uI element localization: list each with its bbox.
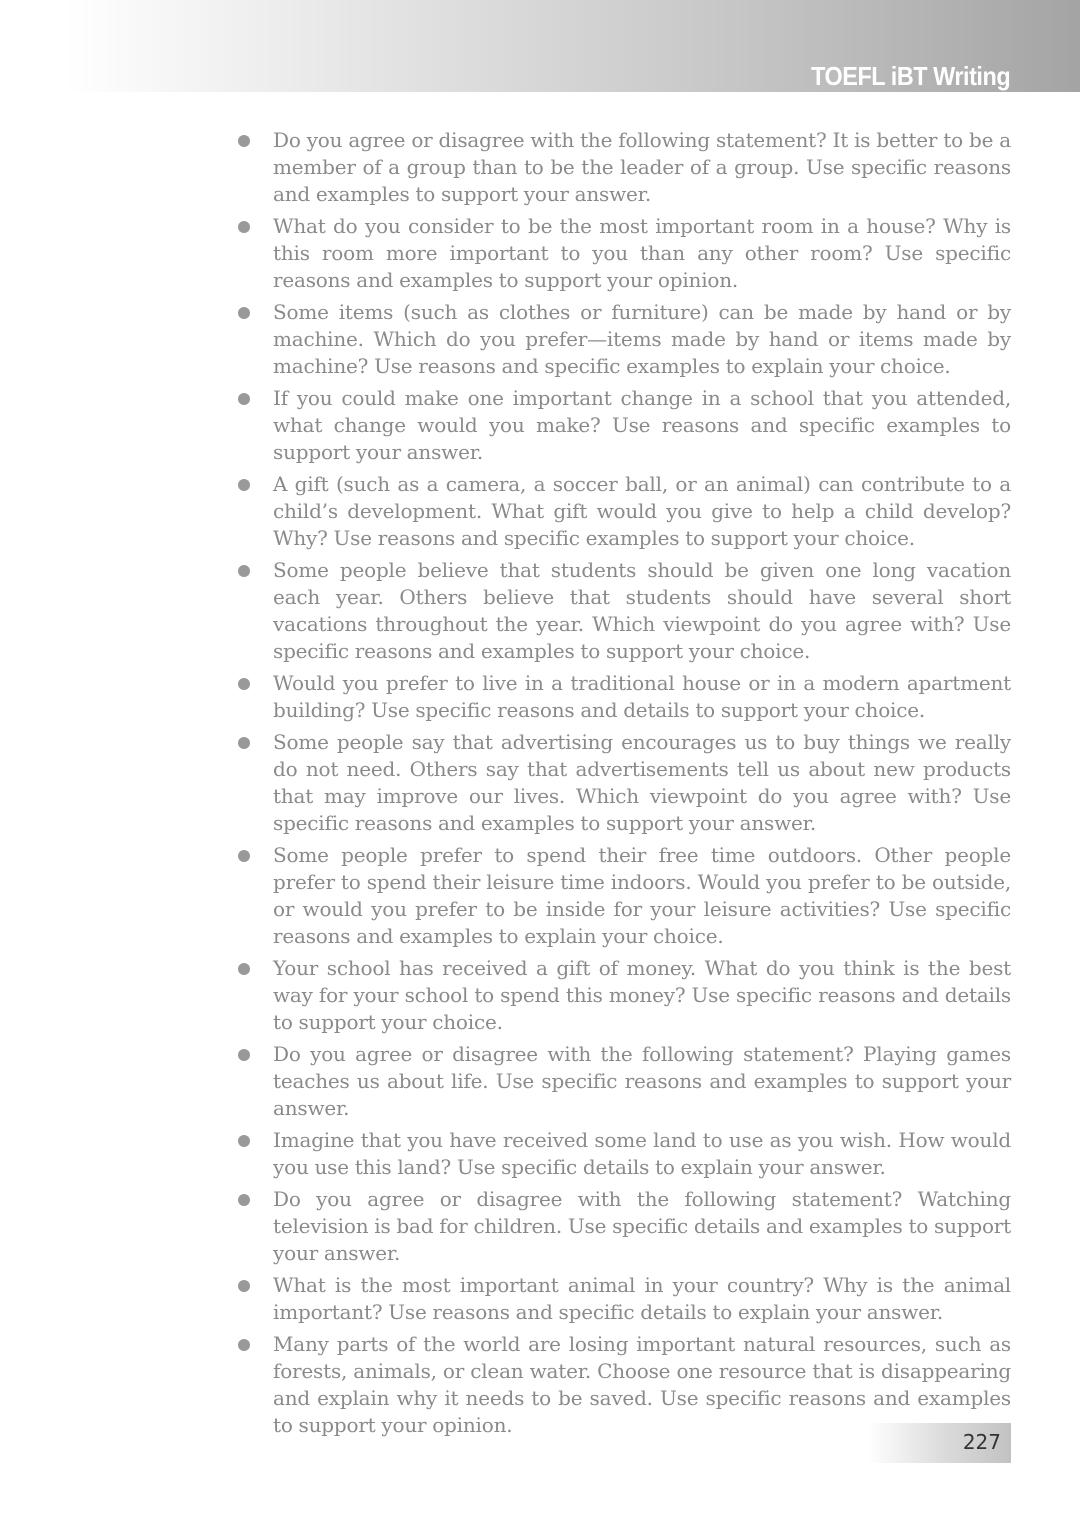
bullet-icon (238, 678, 250, 690)
bullet-icon (238, 307, 250, 319)
page-number-tab (868, 1423, 1011, 1463)
prompt-text: Do you agree or disagree with the following statement? It is better to be a member of a group than to be the leader of a group. Use specific reasons and examples to support your answer. (273, 128, 1011, 206)
prompt-item (238, 127, 1011, 208)
bullet-icon (238, 737, 250, 749)
prompt-text: Some people prefer to spend their free time outdoors. Other people prefer to spend their leisure time indoors. Would you prefer to be outside, or would you prefer to be inside for your leisure activities? Use specific reasons and examples to explain your choice. (273, 843, 1011, 948)
bullet-icon (238, 565, 250, 577)
bullet-icon (238, 1280, 250, 1292)
prompt-text: Many parts of the world are losing important natural resources, such as forests, animals, or clean water. Choose one resource that is disappearing and explain why it needs to be saved. Use specific reasons and examples to support your opinion. (273, 1332, 1011, 1437)
prompt-text: What do you consider to be the most important room in a house? Why is this room more important to you than any other room? Use specific reasons and examples to support your opinion. (273, 214, 1011, 292)
prompt-item (238, 385, 1011, 466)
bullet-icon (238, 135, 250, 147)
bullet-icon (238, 393, 250, 405)
prompt-item (238, 1272, 1011, 1326)
bullet-icon (238, 850, 250, 862)
prompt-item (238, 471, 1011, 552)
prompt-text: If you could make one important change in a school that you attended, what change would you make? Use reasons and specific examples to support your answer. (273, 386, 1011, 464)
prompt-text: A gift (such as a camera, a soccer ball, or an animal) can contribute to a child’s development. What gift would you give to help a child develop? Why? Use reasons and specific examples to support your choice. (273, 472, 1011, 550)
prompt-item (238, 213, 1011, 294)
prompt-text: Imagine that you have received some land to use as you wish. How would you use this land? Use specific details to explain your answer. (273, 1128, 1011, 1179)
bullet-icon (238, 1135, 250, 1147)
prompt-item (238, 1041, 1011, 1122)
bullet-icon (238, 221, 250, 233)
prompt-item (238, 955, 1011, 1036)
prompt-text: Do you agree or disagree with the following statement? Playing games teaches us about life. Use specific reasons and examples to support your answer. (273, 1042, 1011, 1120)
prompt-text: Some items (such as clothes or furniture) can be made by hand or by machine. Which do you prefer—items made by hand or items made by machine? Use reasons and specific examples to explain your choice. (273, 300, 1011, 378)
prompt-item (238, 557, 1011, 665)
bullet-icon (238, 1049, 250, 1061)
prompt-item (238, 842, 1011, 950)
prompt-text: Your school has received a gift of money. What do you think is the best way for your school to spend this money? Use specific reasons and details to support your choice. (273, 956, 1011, 1034)
prompt-item (238, 1127, 1011, 1181)
prompt-item (238, 729, 1011, 837)
bullet-icon (238, 479, 250, 491)
prompt-text: Some people say that advertising encourages us to buy things we really do not need. Others say that advertisements tell us about new products that may improve our lives. Which viewpoint do you agree with? Use specific reasons and examples to support your answer. (273, 730, 1011, 835)
running-header-title: TOEFL iBT Writing (810, 61, 1010, 91)
bullet-icon (238, 1339, 250, 1351)
prompt-text: What is the most important animal in your country? Why is the animal important? Use reasons and specific details to explain your answer. (273, 1273, 1011, 1324)
writing-prompt-list (238, 127, 1011, 1444)
prompt-text: Do you agree or disagree with the following statement? Watching television is bad for children. Use specific details and examples to support your answer. (273, 1187, 1011, 1265)
prompt-item (238, 670, 1011, 724)
page-number: 227 (962, 1430, 1001, 1454)
prompt-text: Would you prefer to live in a traditional house or in a modern apartment building? Use specific reasons and details to support your choice. (273, 671, 1011, 722)
bullet-icon (238, 1194, 250, 1206)
bullet-icon (238, 963, 250, 975)
header-band (0, 0, 1080, 92)
prompt-item (238, 299, 1011, 380)
prompt-text: Some people believe that students should be given one long vacation each year. Others believe that students should have several short vacations throughout the year. Which viewpoint do you agree with? Use specific reasons and examples to support your choice. (273, 558, 1011, 663)
prompt-item (238, 1186, 1011, 1267)
